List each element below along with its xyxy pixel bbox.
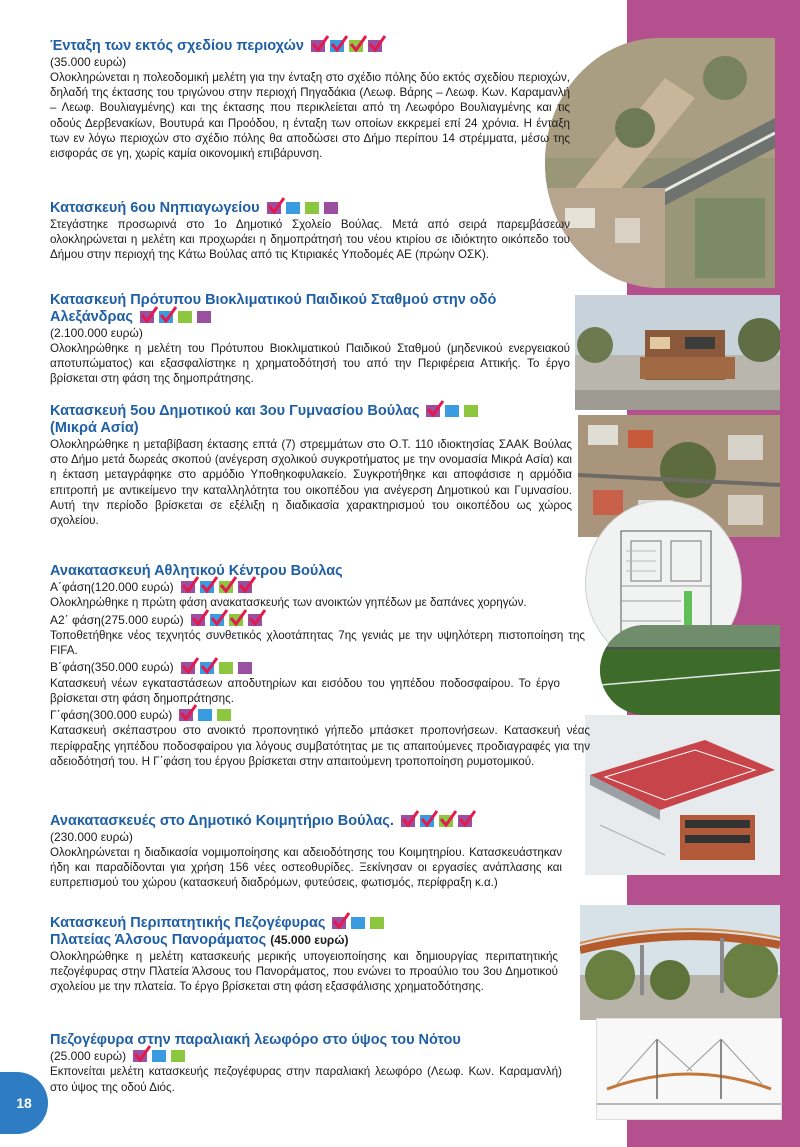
progress-marks: [425, 404, 480, 419]
check-icon: [180, 580, 197, 595]
section-cost: (230.000 ευρώ): [50, 830, 133, 844]
check-icon: [329, 39, 346, 54]
section-kindergarten: [50, 200, 576, 263]
check-icon: [139, 310, 156, 325]
box-icon: [218, 661, 235, 676]
check-icon: [218, 580, 235, 595]
phase-b-body: Κατασκευή νέων εγκαταστάσεων αποδυτηρίων και εισόδου του γηπέδου ποδοσφαίρου. Το έργο βρίσκεται στη φάση δημοπράτησης.: [50, 676, 560, 705]
section-title: Κατασκευή 6ου Νηπιαγωγείου: [50, 200, 260, 216]
box-icon: [323, 201, 340, 216]
check-icon: [158, 310, 175, 325]
phase-c-body: Κατασκευή σκέπαστρου στο ανοικτό προπονητικό γήπεδο μπάσκετ προπονήσεων. Κατασκευή νέας περίφραξης γηπέδου ποδοσφαίρου για λόγους συμβατότητας με τις απαιτούμενες προδιαγραφές για την αδειοδότησή του. Η Γ΄φάση του έργου βρίσκεται στην απαιτούμενη τροποποίηση ρυμοτομικού.: [50, 724, 590, 768]
section-bioclimatic-nursery: [50, 292, 576, 387]
section-body: Εκπονείται μελέτη κατασκευής πεζογέφυρας στην παραλιακή λεωφόρο (Λεωφ. Κων. Καραμανλή) στο ύψος της οδού Διός.: [50, 1065, 562, 1094]
section-panorama-footbridge: [50, 915, 576, 995]
progress-marks: [266, 201, 340, 216]
phase-a-heading: Α΄φάση(120.000 ευρώ): [50, 580, 174, 594]
progress-marks: [178, 708, 233, 723]
section-school-complex: [50, 403, 576, 528]
kindergarten-render-photo: [575, 295, 780, 410]
check-icon: [190, 613, 207, 628]
check-icon: [199, 580, 216, 595]
box-icon: [444, 404, 461, 419]
progress-marks: [331, 916, 386, 931]
section-cost: (2.100.000 ευρώ): [50, 326, 143, 340]
check-icon: [348, 39, 365, 54]
box-icon: [196, 310, 213, 325]
phase-a2-heading: Α2΄ φάση(275.000 ευρώ): [50, 612, 184, 627]
check-icon: [209, 613, 226, 628]
box-icon: [197, 708, 214, 723]
check-icon: [180, 661, 197, 676]
check-icon: [419, 814, 436, 829]
box-icon: [304, 201, 321, 216]
section-cost: (25.000 ευρώ): [50, 1049, 127, 1063]
section-cemetery: [50, 813, 576, 891]
check-icon: [199, 661, 216, 676]
aerial-photo-area: [545, 38, 775, 288]
box-icon: [177, 310, 194, 325]
page-number: 18: [0, 1072, 48, 1134]
section-title: Ένταξη των εκτός σχεδίου περιοχών: [50, 38, 304, 54]
check-icon: [367, 39, 384, 54]
box-icon: [170, 1049, 187, 1064]
section-body: Ολοκληρώθηκε η μελέτη κατασκευής μερικής υπογειοποίησης και δημιουργίας περιπατητικής πεζογέφυρας στην Πλατεία Άλσους του Πανοράματος, που ενώνει το προαύλιο του 3ου Δημοτικού σχολείου με την πλατεία. Το έργο βρίσκεται στη φάση εξασφάλισης χρηματοδότησης.: [50, 950, 558, 994]
box-icon: [350, 916, 367, 931]
section-title: Κατασκευή Περιπατητικής Πεζογέφυρας: [50, 915, 326, 931]
check-icon: [237, 580, 254, 595]
section-title-line2: Αλεξάνδρας: [50, 309, 133, 325]
check-icon: [400, 814, 417, 829]
phase-a-body: Ολοκληρώθηκε η πρώτη φάση ανακατασκευής των ανοικτών γηπέδων με δαπάνες χορηγών.: [50, 596, 527, 610]
phase-a2-body: Τοποθετήθηκε νέος τεχνητός συνθετικός χλοοτάπητας 7ης γενιάς με την υψηλότερη πιστοποίηση της FIFA.: [50, 628, 585, 658]
section-title: Πεζογέφυρα στην παραλιακή λεωφόρο στο ύψος του Νότου: [50, 1032, 461, 1048]
progress-marks: [190, 613, 264, 628]
check-icon: [310, 39, 327, 54]
section-title-line2: (Μικρά Ασία): [50, 420, 139, 436]
section-title: Ανακατασκευές στο Δημοτικό Κοιμητήριο Βούλας.: [50, 813, 394, 829]
check-icon: [331, 916, 348, 931]
check-icon: [425, 404, 442, 419]
section-body: Ολοκληρώνεται η πολεοδομική μελέτη για την ένταξη στο σχέδιο πόλης δύο εκτός σχεδίου περιοχών, δηλαδή της έκτασης του τριγώνου στην περιοχή Πηγαδάκια (Λεωφ. Βάρης – Λεωφ. Κων. Καραμανλή – Λεωφ. Βουλιαγμένης) και της έκτασης που περικλείεται από τη Λεωφόρο Βουλιαγμένης και τις οδούς Δερβενακίων, Βουτυρά και Προόδου, η ένταξη των οποίων εκκρεμεί επί 24 χρόνια. Η ένταξη των εν λόγω περιοχών στο σχέδιο πόλης θα αποδώσει στο Δήμο περίπου 14 στρέμματα, μέσω της εισφοράς σε γη, χωρίς καμία οικονομική επιβάρυνση.: [50, 71, 570, 161]
progress-marks: [132, 1049, 187, 1064]
section-cost: (45.000 ευρώ): [270, 933, 349, 947]
progress-marks: [180, 661, 254, 676]
footbridge-drawing: [596, 1018, 782, 1120]
section-body: Ολοκληρώνεται η διαδικασία νομιμοποίησης και αδειοδότησης του Κοιμητηρίου. Κατασκευάστηκαν ήδη και παραδίδονται για χρήση 156 νέες οστεοθυρίδες. Ξεκίνησαν οι εργασίες ανάπλασης και ευπρεπισμού του χώρου (κατασκευή διαδρόμων, φυτεύσεις, φωτισμός, περίφραξη κ.α.): [50, 846, 562, 890]
section-title: Κατασκευή 5ου Δημοτικού και 3ου Γυμνασίου Βούλας: [50, 403, 420, 419]
footbridge-render: [580, 905, 780, 1020]
section-title: Κατασκευή Πρότυπου Βιοκλιματικού Παιδικού Σταθμού στην οδό: [50, 292, 497, 308]
section-coastal-footbridge: [50, 1032, 576, 1095]
box-icon: [237, 661, 254, 676]
check-icon: [247, 613, 264, 628]
section-body: Ολοκληρώθηκε η μελέτη του Πρότυπου Βιοκλιματικού Παιδικού Σταθμού (μηδενικού ενεργειακού αποτυπώματος) και εξασφαλίστηκε η χρηματοδότησή του από την Περιφέρεια Αττικής. Το έργο βρίσκεται στη φάση της δημοπράτησης.: [50, 342, 570, 386]
box-icon: [216, 708, 233, 723]
section-cost: (35.000 ευρώ): [50, 55, 127, 69]
section-urban-plan: [50, 38, 576, 161]
box-icon: [369, 916, 386, 931]
box-icon: [151, 1049, 168, 1064]
section-body: Στεγάστηκε προσωρινά στο 1ο Δημοτικό Σχολείο Βούλας. Μετά από σειρά παρεμβάσεων ολοκληρώνεται η μελέτη και προχωράει η δημοπράτησή του νέου κτιρίου σε ιδιόκτητο οικόπεδο του Δήμου στην περιοχή της Κάτω Βούλας από τις Κτιριακές Υποδομές ΑΕ (πρώην ΟΣΚ).: [50, 218, 570, 262]
box-icon: [463, 404, 480, 419]
check-icon: [457, 814, 474, 829]
check-icon: [228, 613, 245, 628]
box-icon: [285, 201, 302, 216]
phase-b-heading: Β΄φάση(350.000 ευρώ): [50, 660, 174, 675]
football-pitch-photo: [600, 625, 780, 715]
section-body: Ολοκληρώθηκε η μεταβίβαση έκτασης επτά (7) στρεμμάτων στο Ο.Τ. 110 ιδιοκτησίας ΣΑΑΚ Βούλας στο Δήμο μετά δωρεάς σκοπού (ανέγερση σχολικού συγκροτήματος με την ονομασία Μικρά Ασία) και η έκταση μεταγράφηκε στο αρμόδιο Υποθηκοφυλακείο. Συγκροτήθηκε και αποφάσισε η αρμόδια επιτροπή με αντικείμενο την καταλληλότητα του οικοπέδου για ανέγερση Δημοτικού και Γυμνασίου. Αυτή την περίοδο βρίσκεται σε εξέλιξη η διαδικασία χαρακτηρισμού του οικοπέδου ως χώρος σχολείου.: [50, 438, 572, 528]
section-sports-center: [50, 563, 590, 769]
section-title: Ανακατασκευή Αθλητικού Κέντρου Βούλας: [50, 563, 343, 579]
check-icon: [178, 708, 195, 723]
check-icon: [438, 814, 455, 829]
progress-marks: [139, 310, 213, 325]
progress-marks: [400, 814, 474, 829]
check-icon: [132, 1049, 149, 1064]
section-title-line2: Πλατείας Άλσους Πανοράματος: [50, 932, 267, 948]
phase-c-heading: Γ΄φάση(300.000 ευρώ): [50, 708, 173, 722]
progress-marks: [310, 39, 384, 54]
check-icon: [266, 201, 283, 216]
progress-marks: [180, 580, 254, 595]
sports-center-render: [585, 715, 780, 875]
